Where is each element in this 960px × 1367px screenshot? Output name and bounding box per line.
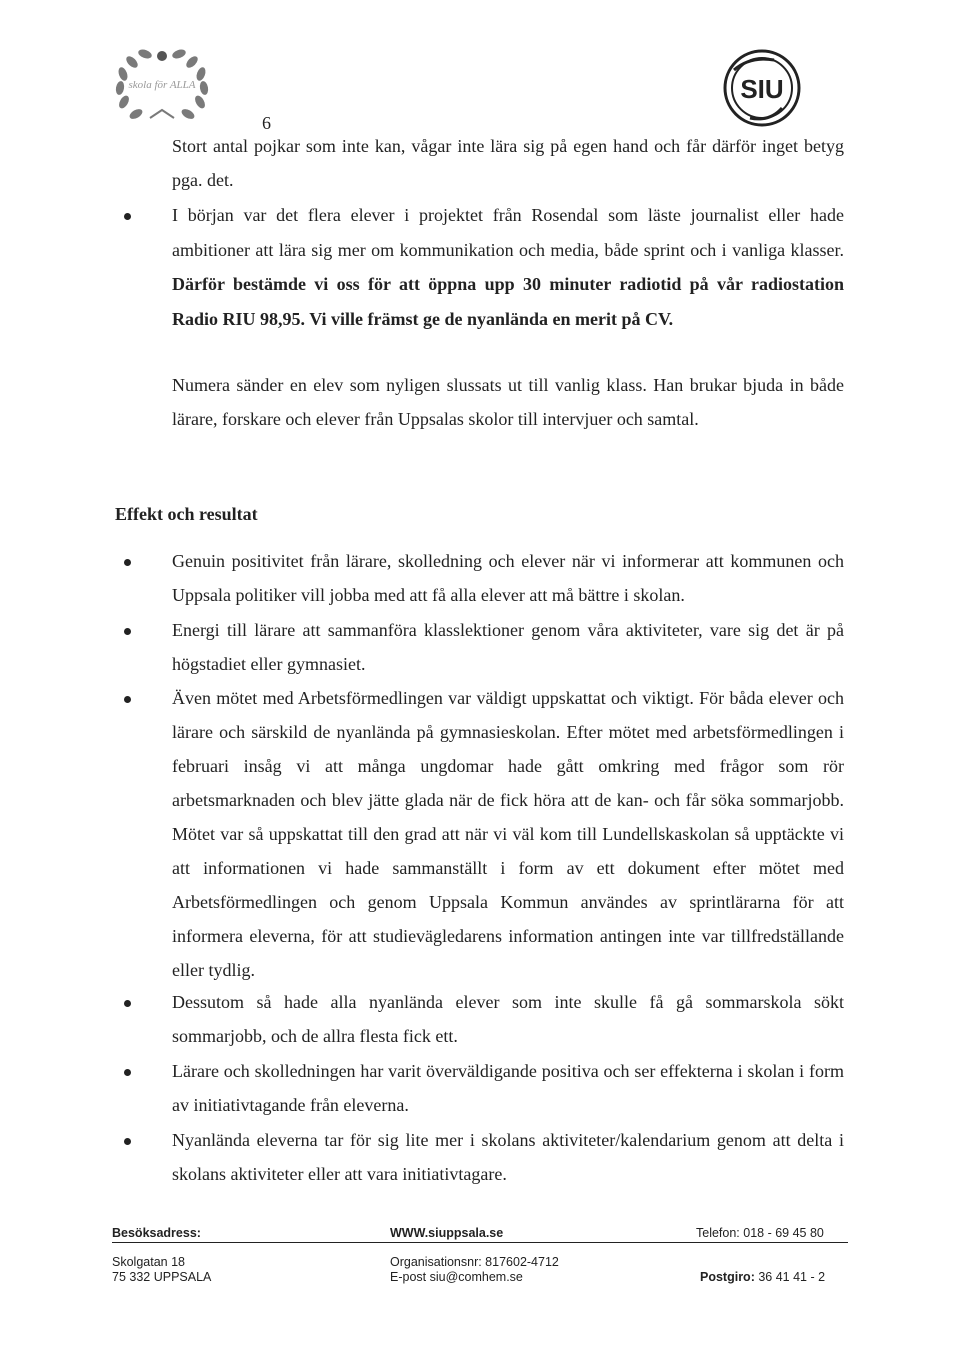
bullet-dot-icon [124,1000,131,1007]
radio-text: I början var det flera elever i projektet från Rosendal som läste journalist eller hade ambitioner att lära sig mer om kommunikation och media, både sprint och i vanliga klasser. [172,205,844,260]
bullet-dot-icon [124,628,131,635]
broadcast-paragraph: Numera sänder en elev som nyligen slussats ut till vanlig klass. Han brukar bjuda in både lärare, forskare och elever från Uppsalas skolor till intervjuer och samtal. [172,375,844,429]
footer-divider [112,1242,848,1243]
bullet-dot-icon [124,1069,131,1076]
list-item-text: Även mötet med Arbetsförmedlingen var väldigt uppskattat och viktigt. För båda elever och lärare och särskild de nyanlända på gymnasieskolan. Efter mötet med arbetsförmedlingen i februari insåg vi att många ungdomar hade gått omkring med frågor som rör arbetsmarknaden och blev jätte glada när de fick höra att de kan- och får söka sommarjobb. Mötet var så uppskattat till den grad att när vi väl kom till Lundellskaskolan så upptäckte vi att informationen vi hade sammanställt i form av ett dokument efter mötet med Arbetsförmedlingen och genom Uppsala Kommun användes av sprintlärarna för att informera eleverna, för att studievägledarens information antingen inte var tillfredställande eller tydlig. [172,688,844,980]
section-heading: Effekt och resultat [115,504,258,524]
intro-bullet [172,198,844,336]
radio-paragraph [172,198,844,336]
list-item-text: Lärare och skolledningen har varit överväldigande positiva och ser effekterna i skolan i form av initiativtagande från eleverna. [172,1061,844,1115]
bullet-dot-icon [124,213,131,220]
list-item [172,1054,844,1122]
skola-for-alla-logo [110,44,214,126]
list-item [172,1123,844,1191]
list-item [172,613,844,681]
svg-text:SIU: SIU [740,74,784,104]
postgiro [700,1270,825,1284]
phone-text: Telefon: 018 - 69 45 80 [696,1226,824,1240]
postgiro-label: Postgiro: [700,1270,755,1284]
postal-address: 75 332 UPPSALA [112,1270,212,1284]
list-item-text: Nyanlända eleverna tar för sig lite mer i skolans aktiviteter/kalendarium genom att delta i skolans aktiviteter eller att vara initiativtagare. [172,1130,844,1184]
intro-paragraph: Stort antal pojkar som inte kan, vågar inte lära sig på egen hand och får därför inget betyg pga. det. [172,136,844,190]
email[interactable]: E-post siu@comhem.se [390,1270,523,1284]
bullet-dot-icon [124,559,131,566]
visit-address-label: Besöksadress: [112,1226,201,1240]
org-number: Organisationsnr: 817602-4712 [390,1255,559,1269]
svg-text:skola för ALLA: skola för ALLA [128,79,196,91]
phone [696,1226,824,1240]
list-item-text: Energi till lärare att sammanföra klasslektioner genom våra aktiviteter, vare sig det är på högstadiet eller gymnasiet. [172,620,844,674]
list-item [172,544,844,612]
page-number: 6 [262,113,271,133]
radio-bold-text: Därför bestämde vi oss för att öppna upp 30 minuter radiotid på vår radiostation Radio RIU 98,95. Vi ville främst ge de nyanlända en merit på CV. [172,274,844,329]
street-address: Skolgatan 18 [112,1255,185,1269]
list-item [172,681,844,987]
siu-logo [720,48,804,128]
bullet-dot-icon [124,696,131,703]
postgiro-value: 36 41 41 - 2 [758,1270,826,1284]
list-item-text: Dessutom så hade alla nyanlända elever som inte skulle få gå sommarskola sökt sommarjobb, och de allra flesta fick ett. [172,992,844,1046]
website-link[interactable]: WWW.siuppsala.se [390,1226,504,1240]
list-item-text: Genuin positivitet från lärare, skolledning och elever när vi informerar att kommunen och Uppsala politiker vill jobba med att få alla elever att må bättre i skolan. [172,551,844,605]
list-item [172,985,844,1053]
bullet-dot-icon [124,1138,131,1145]
